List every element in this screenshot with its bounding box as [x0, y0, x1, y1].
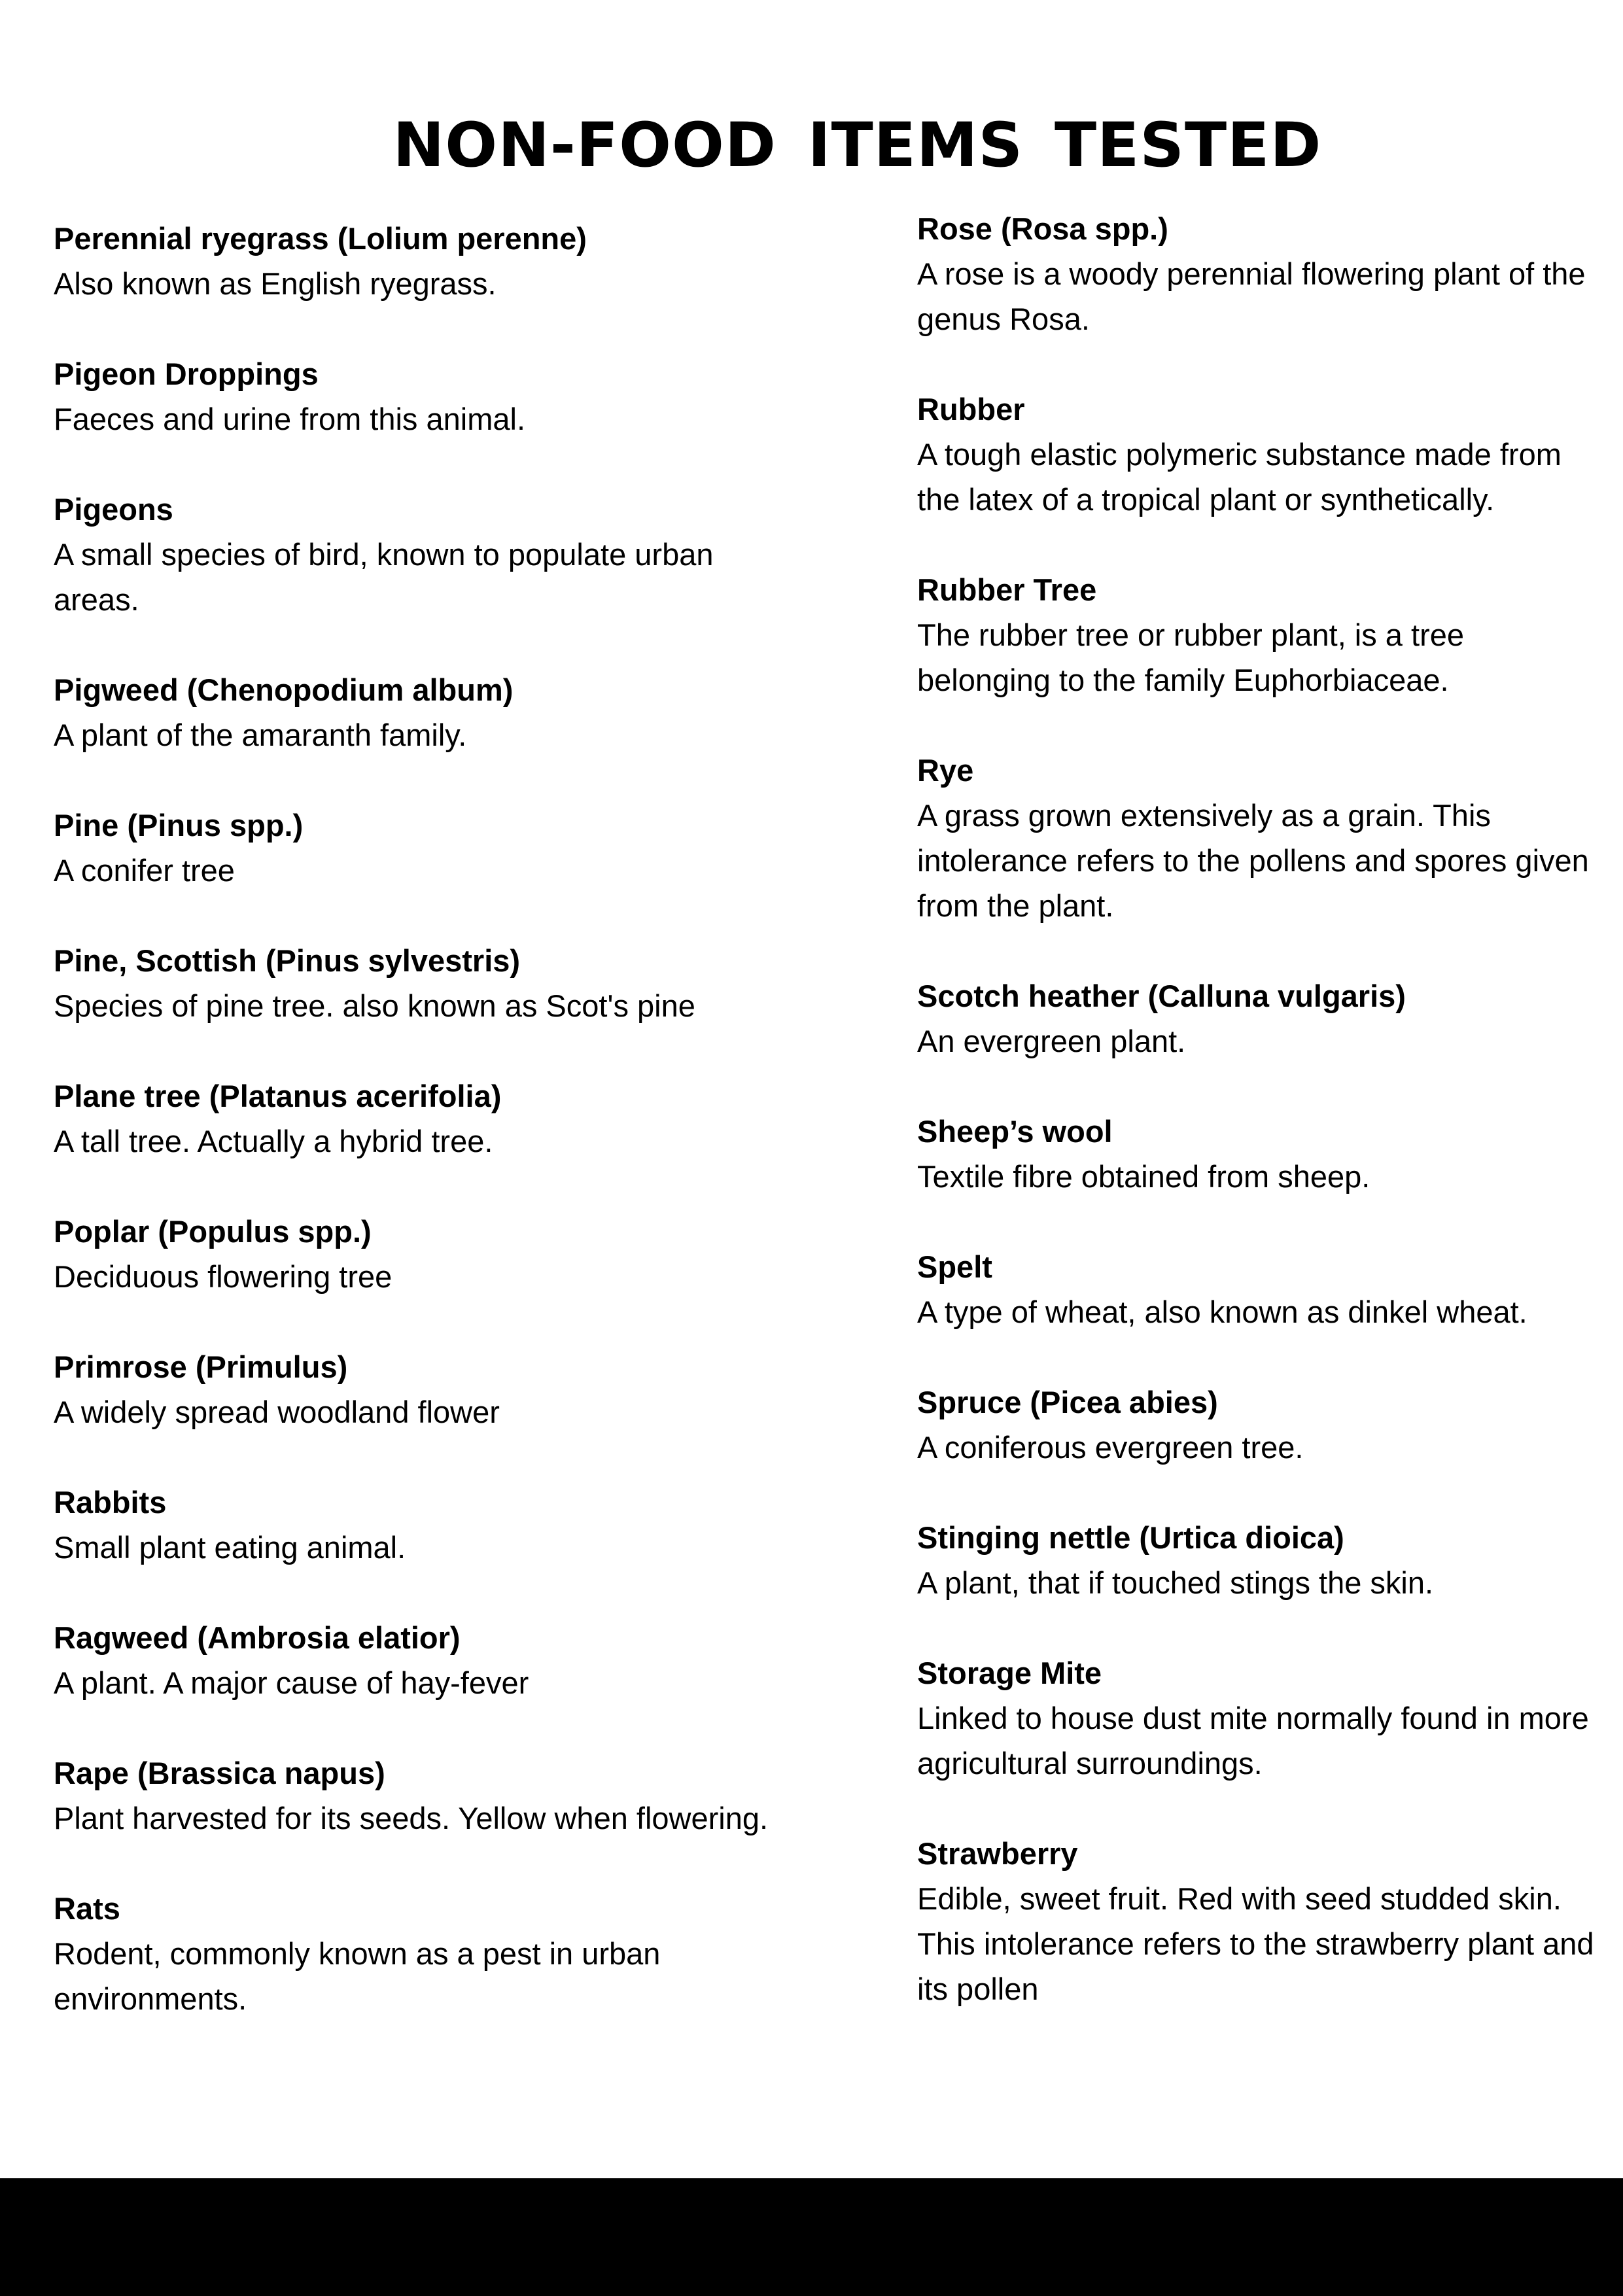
item-description: An evergreen plant.: [917, 1024, 1186, 1058]
item-description: A type of wheat, also known as dinkel wheat.: [917, 1295, 1527, 1329]
list-item: [54, 1886, 780, 2021]
item-name: Plane tree (Platanus acerifolia): [54, 1079, 502, 1113]
list-item: [54, 1480, 780, 1570]
item-description: Rodent, commonly known as a pest in urban environments.: [54, 1936, 661, 2016]
item-name: Spruce (Picea abies): [917, 1385, 1218, 1419]
list-item: [54, 667, 780, 757]
item-description: A grass grown extensively as a grain. This intolerance refers to the pollens and spores given from the plant.: [917, 798, 1589, 923]
item-description: A conifer tree: [54, 853, 235, 888]
item-description: A plant, that if touched stings the skin.: [917, 1565, 1434, 1600]
item-name: Perennial ryegrass (Lolium perenne): [54, 221, 587, 256]
item-name: Rubber: [917, 392, 1025, 426]
item-description: Linked to house dust mite normally found in more agricultural surroundings.: [917, 1701, 1589, 1781]
list-item: [54, 487, 780, 622]
item-name: Primrose (Primulus): [54, 1349, 348, 1384]
page-title: NON-FOOD ITEMS TESTED: [393, 109, 1322, 181]
list-item: [917, 206, 1597, 341]
list-item: [917, 1380, 1597, 1470]
item-description: Edible, sweet fruit. Red with seed studded skin. This intolerance refers to the strawberry plant and its pollen: [917, 1881, 1594, 2006]
item-name: Rats: [54, 1891, 120, 1926]
list-item: [54, 351, 780, 442]
item-description: Deciduous flowering tree: [54, 1259, 393, 1294]
list-item: [54, 1615, 780, 1705]
list-item: [54, 803, 780, 893]
item-description: A coniferous evergreen tree.: [917, 1430, 1304, 1465]
list-item: [917, 387, 1597, 522]
item-name: Pigeons: [54, 492, 173, 527]
item-description: Species of pine tree. also known as Scot's pine: [54, 988, 695, 1023]
item-description: A tough elastic polymeric substance made from the latex of a tropical plant or synthetically.: [917, 437, 1562, 517]
list-item: [917, 1109, 1597, 1199]
list-item: [917, 1831, 1597, 2011]
item-description: Small plant eating animal.: [54, 1530, 406, 1565]
item-description: Faeces and urine from this animal.: [54, 402, 525, 436]
list-item: [917, 1515, 1597, 1605]
list-item: [54, 1209, 780, 1299]
item-description: Textile fibre obtained from sheep.: [917, 1159, 1370, 1194]
item-name: Scotch heather (Calluna vulgaris): [917, 979, 1406, 1013]
item-description: A small species of bird, known to populate urban areas.: [54, 537, 714, 617]
list-item: [917, 1244, 1597, 1334]
item-description: Plant harvested for its seeds. Yellow when flowering.: [54, 1801, 769, 1835]
item-description: A widely spread woodland flower: [54, 1395, 500, 1429]
item-description: The rubber tree or rubber plant, is a tree belonging to the family Euphorbiaceae.: [917, 617, 1464, 697]
list-item: [917, 748, 1597, 928]
item-description: Also known as English ryegrass.: [54, 266, 497, 301]
item-description: A rose is a woody perennial flowering plant of the genus Rosa.: [917, 256, 1586, 336]
item-name: Rape (Brassica napus): [54, 1756, 385, 1790]
item-description: A plant of the amaranth family.: [54, 718, 467, 752]
item-name: Storage Mite: [917, 1656, 1102, 1690]
item-name: Spelt: [917, 1249, 992, 1284]
item-name: Stinging nettle (Urtica dioica): [917, 1520, 1344, 1555]
item-name: Pigweed (Chenopodium album): [54, 672, 514, 707]
item-name: Pigeon Droppings: [54, 357, 319, 391]
item-name: Pine (Pinus spp.): [54, 808, 304, 843]
item-name: Poplar (Populus spp.): [54, 1214, 372, 1249]
item-name: Sheep’s wool: [917, 1114, 1113, 1149]
item-name: Pine, Scottish (Pinus sylvestris): [54, 943, 521, 978]
item-name: Rabbits: [54, 1485, 167, 1520]
list-item: [917, 973, 1597, 1064]
list-item: [54, 1073, 780, 1164]
list-item: [917, 1650, 1597, 1786]
item-name: Ragweed (Ambrosia elatior): [54, 1620, 461, 1655]
list-item: [54, 216, 780, 306]
item-description: A plant. A major cause of hay-fever: [54, 1665, 529, 1700]
item-description: A tall tree. Actually a hybrid tree.: [54, 1124, 493, 1158]
list-item: [917, 567, 1597, 703]
list-item: [54, 938, 780, 1028]
item-name: Rose (Rosa spp.): [917, 211, 1168, 246]
right-column: [917, 206, 1597, 2057]
left-column: [54, 216, 780, 2066]
item-name: Strawberry: [917, 1836, 1078, 1871]
list-item: [54, 1344, 780, 1435]
item-name: Rubber Tree: [917, 572, 1097, 607]
list-item: [54, 1750, 780, 1841]
item-name: Rye: [917, 753, 974, 788]
footer-bar: [0, 2178, 1623, 2296]
